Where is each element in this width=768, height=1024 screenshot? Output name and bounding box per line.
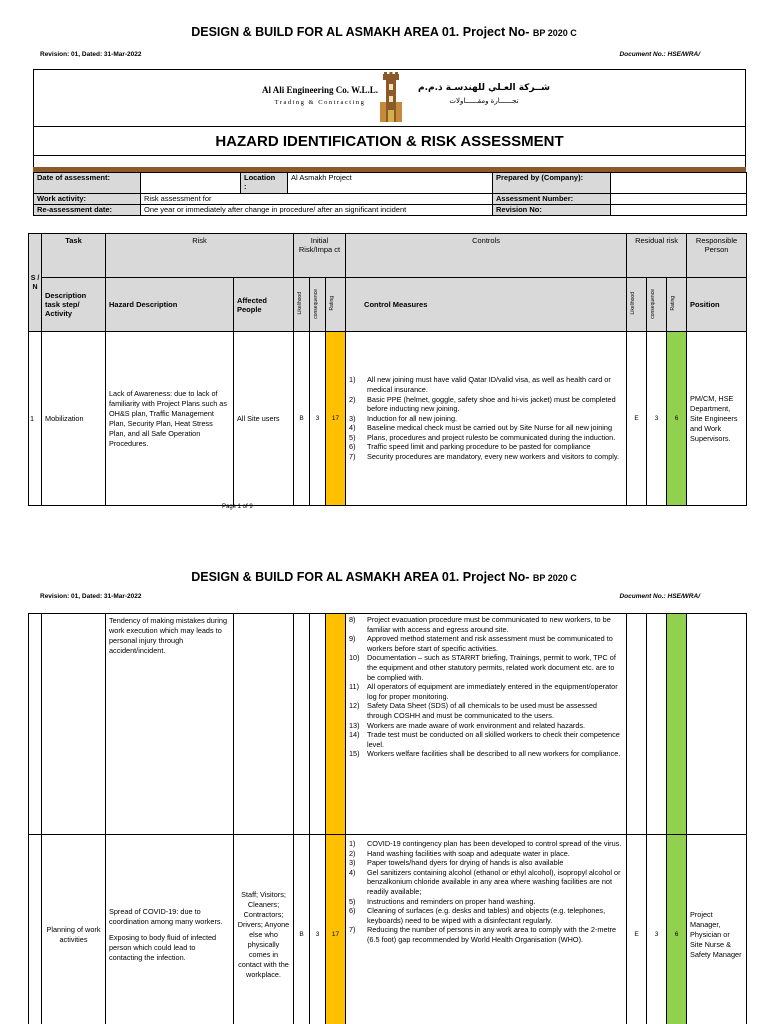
consequence-header: consequence	[310, 278, 326, 332]
prepared-field[interactable]	[611, 173, 747, 194]
company-sub-en: Trading & Contracting	[274, 99, 366, 106]
table-row	[29, 614, 747, 835]
company-logo-icon	[377, 72, 405, 124]
work-activity-label: Work activity:	[34, 194, 141, 205]
control-list	[349, 839, 623, 945]
work-activity-field[interactable]: Risk assessment for	[141, 194, 493, 205]
revision-text: Revision: 01, Dated: 31-Mar-2022	[40, 593, 142, 600]
document-number: Document No.: HSE/WRA/	[619, 51, 700, 58]
control-measures-header: Control Measures	[346, 278, 627, 332]
location-label: Location :	[241, 173, 288, 194]
company-name-ar: شــركة العـلي للهندسـة ذ.م.م	[418, 83, 550, 93]
control-item: 1) All new joining must have valid Qatar ID/valid visa, as well as health card or medical insurance.	[349, 375, 611, 394]
row-controls	[346, 332, 627, 506]
revision-no-label: Revision No:	[493, 205, 611, 216]
row-task: Planning of work activities	[42, 835, 106, 1024]
task-header: Task	[42, 234, 106, 278]
control-item: 3) Paper towels/hand dyers for drying of hands is also available	[349, 858, 564, 868]
control-item: 5) Plans, procedures and project rulesto be communicated during the induction.	[349, 432, 616, 442]
residual-risk-header: Residual risk	[627, 234, 687, 278]
responsible-header: Responsible Person	[687, 234, 747, 278]
row-likelihood: B	[294, 332, 310, 506]
control-item: 14) Trade test must be conducted on all skilled workers to check their competence level.	[349, 730, 620, 749]
control-item: 2) Hand washing facilities with soap and adequate water in place.	[349, 848, 570, 858]
control-list	[349, 375, 623, 461]
res-rating-header: Rating	[667, 278, 687, 332]
document-number: Document No.: HSE/WRA/	[619, 593, 700, 600]
document-title: DESIGN & BUILD FOR AL ASMAKH AREA 01. Project No- BP 2020 C	[191, 25, 577, 39]
control-item: 6) Traffic speed limit and parking procedure to be pasted for compliance	[349, 442, 591, 452]
reassessment-label: Re-assessment date:	[34, 205, 141, 216]
row-res-consequence: 3	[647, 835, 667, 1024]
row-controls	[346, 614, 627, 835]
control-item: 15) Workers welfare facilities shall be described to all new workers for compliance.	[349, 749, 621, 759]
control-item: 3) Induction for all new joining.	[349, 413, 458, 423]
row-consequence: 3	[310, 332, 326, 506]
control-item: 1) COVID-19 contingency plan has been developed to control spread of the virus.	[349, 839, 622, 848]
revision-no-field[interactable]	[611, 205, 747, 216]
affected-header: Affected People	[234, 278, 294, 332]
assessment-number-label: Assessment Number:	[493, 194, 611, 205]
control-item: 6) Cleaning of surfaces (e.g. desks and tables) and objects (e.g. telephones, keyboards) need to be wiped with a disinfectant regularly.	[349, 906, 606, 925]
res-consequence-header: consequence	[647, 278, 667, 332]
row-res-likelihood: E	[627, 332, 647, 506]
control-item: 4) Gel sanitizers containing alcohol (ethanol or ethyl alcohol), isopropyl alcohol or benzalkonium chloride available in any area where washing facilities are not readily available;	[349, 867, 621, 896]
risk-header: Risk	[106, 234, 294, 278]
row-hazard: Lack of Awareness: due to lack of familiarity with Project Plans such as OH&S plan, Traffic Management Plan, Security Plan, Heat Stress Plan, and all Safe Operation Procedures.	[106, 332, 234, 506]
row-position: Project Manager, Physician or Site Nurse & Safety Manager	[687, 835, 747, 1024]
res-likelihood-header: Likelihood	[627, 278, 647, 332]
row-sn: 1	[29, 332, 42, 506]
reassessment-field[interactable]: One year or immediately after change in procedure/ after an significant incident	[141, 205, 493, 216]
risk-table-page-1	[28, 233, 747, 506]
table-row	[29, 835, 747, 1024]
revision-text: Revision: 01, Dated: 31-Mar-2022	[40, 51, 142, 58]
control-item: 4) Baseline medical check must be carried out by Site Nurse for all new joining	[349, 423, 613, 433]
control-item: 5) Instructions and reminders on proper hand washing.	[349, 896, 536, 906]
control-item: 8) Project evacuation procedure must be communicated to new workers, to be familiar with access and egress around site.	[349, 615, 611, 634]
row-res-rating: 6	[667, 835, 687, 1024]
row-res-rating: 6	[667, 332, 687, 506]
row-controls	[346, 835, 627, 1024]
control-item: 7) Reducing the number of persons in any work area to comply with the 2-metre (6.5 foot) gap recommended by World Health Organisation (WHO).	[349, 925, 617, 944]
initial-risk-header: Initial Risk/Impa ct	[294, 234, 346, 278]
row-hazard: Tendency of making mistakes during work execution which may leads to personal injury through accident/incident.	[106, 614, 234, 835]
row-task: Mobilization	[42, 332, 106, 506]
rating-header: Rating	[326, 278, 346, 332]
row-position: PM/CM, HSE Department, Site Engineers and Work Supervisors.	[687, 332, 747, 506]
prepared-label: Prepared by (Company):	[493, 173, 611, 194]
date-field[interactable]	[141, 173, 241, 194]
position-header: Position	[687, 278, 747, 332]
table-row	[29, 332, 747, 506]
row-likelihood: B	[294, 835, 310, 1024]
row-res-likelihood: E	[627, 835, 647, 1024]
risk-table-page-2	[28, 613, 747, 1024]
assessment-number-field[interactable]	[611, 194, 747, 205]
row-affected: All Site users	[234, 332, 294, 506]
row-consequence: 3	[310, 835, 326, 1024]
row-affected: Staff; Visitors; Cleaners; Contractors; Drivers; Anyone else who physically comes in contact with the workplace.	[234, 835, 294, 1024]
control-item: 13) Workers are made aware of work environment and related hazards.	[349, 720, 586, 730]
control-item: 7) Security procedures are mandatory, every new workers and visitors to comply.	[349, 452, 620, 462]
form-title: HAZARD IDENTIFICATION & RISK ASSESSMENT	[33, 126, 746, 156]
page-2	[0, 560, 768, 1024]
likelihood-header: Likelihood	[294, 278, 310, 332]
task-step-header: Description task step/ Activity	[42, 278, 106, 332]
company-sub-ar: تجــــــارة ومقــــــاولات	[449, 97, 519, 105]
date-label: Date of assessment:	[34, 173, 141, 194]
control-item: 9) Approved method statement and risk assessment must be communicated to workers before start of specific activities.	[349, 634, 613, 653]
control-item: 11) All operators of equipment are immediately entered in the equipment/operator log for proper monitoring.	[349, 682, 618, 701]
row-res-consequence: 3	[647, 332, 667, 506]
page-footer: Page 1 of 9	[222, 504, 253, 510]
row-rating: 17	[326, 835, 346, 1024]
control-item: 12) Safety Data Sheet (SDS) of all chemicals to be used must be assessed through COSHH and must be communicated to the users.	[349, 701, 597, 720]
row-rating: 17	[326, 332, 346, 506]
control-item: 2) Basic PPE (helmet, goggle, safety shoe and hi-vis jacket) must be completed before inducting new joining.	[349, 394, 616, 414]
document-title: DESIGN & BUILD FOR AL ASMAKH AREA 01. Project No- BP 2020 C	[191, 570, 577, 584]
control-item: 10) Documentation – such as STARRT briefing, Trainings, permit to work, TPC of the equipment and other statutory permits, related work document etc. are to be complied with.	[349, 653, 616, 682]
hazard-header: Hazard Description	[106, 278, 234, 332]
company-logo-header	[33, 69, 746, 127]
company-name-en: Al Ali Engineering Co. W.L.L.	[261, 85, 379, 95]
location-field[interactable]: Al Asmakh Project	[288, 173, 493, 194]
controls-header: Controls	[346, 234, 627, 278]
row-hazard: Spread of COVID-19: due to coordination among many workers. Exposing to body fluid of infected person which could lead to contacting the infection.	[106, 835, 234, 1024]
assessment-info-table	[33, 172, 747, 216]
control-list	[349, 615, 623, 759]
sn-header: S / N	[29, 234, 42, 332]
